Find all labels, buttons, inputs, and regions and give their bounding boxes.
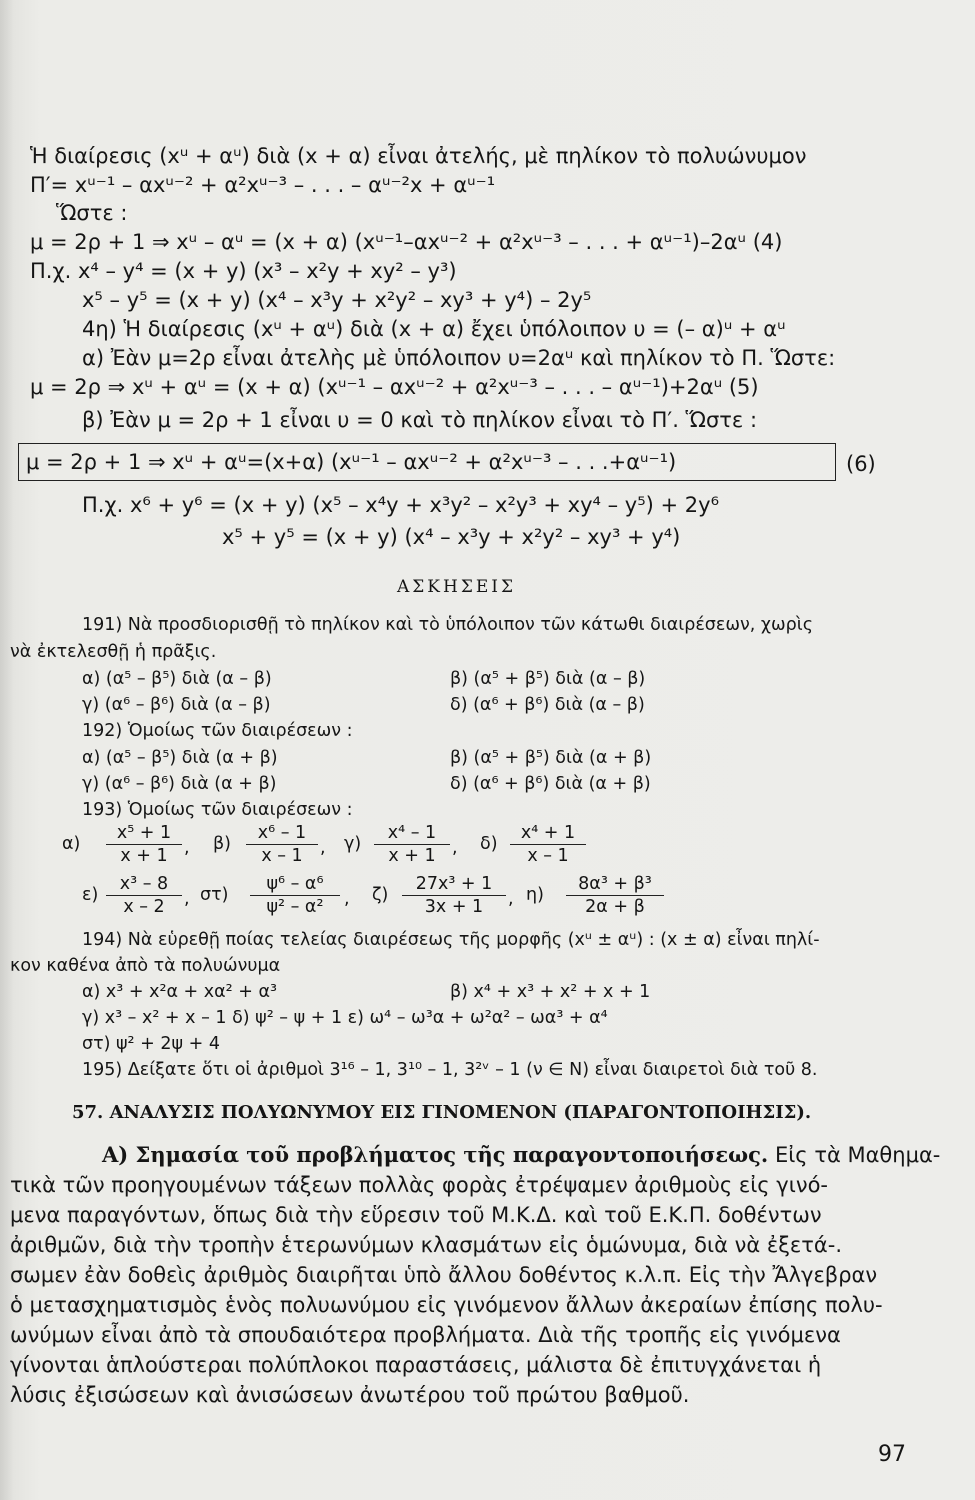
paragraph-line: σωμεν ἐὰν δοθεὶς ἀριθμὸς διαιρῆται ὑπὸ ἄλλου δοθέντος κ.λ.π. Εἰς τὴν Ἄλγεβραν	[10, 1263, 878, 1287]
fraction-label: στ)	[200, 885, 229, 905]
fraction	[246, 822, 318, 867]
exercise-item: δ) (α⁶ + β⁶) διὰ (α – β)	[450, 695, 645, 715]
text-line: Ὥστε :	[56, 201, 128, 225]
exercise-item: β) x⁴ + x³ + x² + x + 1	[450, 982, 651, 1002]
paragraph-line: γίνονται ἁπλούστεραι πολύπλοκοι παραστάσεις, μάλιστα δὲ ἐπιτυγχάνεται ἡ	[10, 1353, 822, 1377]
fraction-label: η)	[526, 885, 544, 905]
paragraph-line	[102, 1142, 940, 1168]
formula-line: x⁵ + y⁵ = (x + y) (x⁴ – x³y + x²y² – xy³ + y⁴)	[222, 525, 681, 549]
fraction	[106, 873, 182, 918]
formula-line: μ = 2ρ + 1 ⇒ xᵘ – αᵘ = (x + α) (xᵘ⁻¹–αxᵘ⁻² + α²xᵘ⁻³ – . . . + αᵘ⁻¹)–2αᵘ (4)	[30, 230, 783, 254]
fraction-numerator: x⁵ + 1	[106, 822, 182, 845]
fraction-separator: ,	[184, 838, 190, 858]
exercise-item: α) x³ + x²α + xα² + α³	[82, 982, 278, 1002]
exercise-text: 193) Ὁμοίως τῶν διαιρέσεων :	[82, 800, 353, 820]
text-line: Ἡ διαίρεσις (xᵘ + αᵘ) διὰ (x + α) εἶναι ἀτελής, μὲ πηλίκον τὸ πολυώνυμον	[30, 144, 807, 168]
fraction-separator: ,	[344, 889, 350, 909]
formula-line: Π.χ. x⁶ + y⁶ = (x + y) (x⁵ – x⁴y + x³y² – x²y³ + xy⁴ – y⁵) + 2y⁶	[82, 493, 720, 517]
exercise-text: 194) Νὰ εὑρεθῇ ποίας τελείας διαιρέσεως τῆς μορφῆς (xᵘ ± αᵘ) : (x ± α) εἶναι πηλί-	[82, 930, 820, 950]
formula-line: Π′= xᵘ⁻¹ – αxᵘ⁻² + α²xᵘ⁻³ – . . . – αᵘ⁻²x + αᵘ⁻¹	[30, 173, 496, 197]
fraction-numerator: ψ⁶ – α⁶	[250, 873, 340, 896]
section-title: 57. ΑΝΑΛΥΣΙΣ ΠΟΛΥΩΝΥΜΟΥ ΕΙΣ ΓΙΝΟΜΕΝΟΝ (ΠΑΡΑΓΟΝΤΟΠΟΙΗΣΙΣ).	[72, 1102, 812, 1123]
subsection-title: Α) Σημασία τοῦ προβλήματος τῆς παραγοντοποιήσεως.	[102, 1142, 769, 1167]
paragraph-line: ωνύμων εἶναι ἀπὸ τὰ σπουδαιότερα προβλήματα. Διὰ τῆς τροπῆς εἰς γινόμενα	[10, 1323, 841, 1347]
exercise-text: 191) Νὰ προσδιορισθῇ τὸ πηλίκον καὶ τὸ ὑπόλοιπον τῶν κάτωθι διαιρέσεων, χωρὶς	[82, 615, 813, 635]
fraction-separator: ,	[452, 838, 458, 858]
fraction-label: α)	[62, 834, 81, 854]
fraction-denominator: x + 1	[120, 846, 168, 866]
paragraph-line: ὁ μετασχηματισμὸς ἑνὸς πολυωνύμου εἰς γινόμενον ἄλλων ἀκεραίων ἐπίσης πολυ-	[10, 1293, 883, 1317]
exercises-heading: ΑΣΚΗΣΕΙΣ	[397, 577, 516, 597]
formula-line: x⁵ – y⁵ = (x + y) (x⁴ – x³y + x²y² – xy³ + y⁴) – 2y⁵	[82, 288, 592, 312]
fraction-separator: ,	[508, 889, 514, 909]
text-line: α) Ἐὰν μ=2ρ εἶναι ἀτελὴς μὲ ὑπόλοιπον υ=2αᵘ καὶ πηλίκον τὸ Π. Ὥστε:	[82, 346, 836, 370]
fraction-denominator: x + 1	[388, 846, 436, 866]
exercise-item: α) (α⁵ – β⁵) διὰ (α – β)	[82, 669, 272, 689]
fraction-label: β)	[213, 834, 231, 854]
fraction	[250, 873, 340, 918]
fraction-denominator: 2α + β	[585, 897, 645, 917]
exercise-item: γ) (α⁶ – β⁶) διὰ (α – β)	[82, 695, 271, 715]
exercise-item: β) (α⁵ + β⁵) διὰ (α – β)	[450, 669, 646, 689]
fraction	[106, 822, 182, 867]
paragraph-line: μενα παραγόντων, ὅπως διὰ τὴν εὕρεσιν τοῦ Μ.Κ.Δ. καὶ τοῦ Ε.Κ.Π. δοθέντων	[10, 1203, 822, 1227]
fraction-separator: ,	[320, 838, 326, 858]
exercise-item: β) (α⁵ + β⁵) διὰ (α + β)	[450, 748, 652, 768]
fraction-numerator: x⁶ – 1	[246, 822, 318, 845]
fraction-denominator: x – 2	[123, 897, 165, 917]
fraction-numerator: 27x³ + 1	[402, 873, 506, 896]
fraction-numerator: x³ – 8	[106, 873, 182, 896]
paragraph-line: ἀριθμῶν, διὰ τὴν τροπὴν ἑτερωνύμων κλασμάτων εἰς ὁμώνυμα, διὰ νὰ ἐξετά-.	[10, 1233, 843, 1257]
exercise-item: δ) (α⁶ + β⁶) διὰ (α + β)	[450, 774, 651, 794]
fraction-numerator: 8α³ + β³	[566, 873, 664, 896]
fraction-denominator: x – 1	[527, 846, 569, 866]
fraction-denominator: ψ² – α²	[266, 897, 324, 917]
fraction-numerator: x⁴ – 1	[374, 822, 450, 845]
fraction-label: δ)	[480, 834, 498, 854]
fraction-denominator: x – 1	[261, 846, 303, 866]
exercise-item: στ) ψ² + 2ψ + 4	[82, 1034, 220, 1054]
fraction-label: ζ)	[372, 885, 389, 905]
formula-number: (6)	[846, 452, 876, 476]
fraction-label: γ)	[344, 834, 362, 854]
exercise-text: κον καθένα ἀπὸ τὰ πολυώνυμα	[10, 956, 281, 976]
fraction	[566, 873, 664, 918]
fraction	[374, 822, 450, 867]
exercise-item: γ) (α⁶ – β⁶) διὰ (α + β)	[82, 774, 277, 794]
exercise-text: 192) Ὁμοίως τῶν διαιρέσεων :	[82, 721, 353, 741]
formula-line: Π.χ. x⁴ – y⁴ = (x + y) (x³ – x²y + xy² – y³)	[30, 259, 457, 283]
paragraph-line: λύσις ἐξισώσεων καὶ ἀνισώσεων ἀνωτέρου τοῦ πρώτου βαθμοῦ.	[10, 1383, 690, 1407]
formula-line: μ = 2ρ ⇒ xᵘ + αᵘ = (x + α) (xᵘ⁻¹ – αxᵘ⁻² + α²xᵘ⁻³ – . . . – αᵘ⁻¹)+2αᵘ (5)	[30, 375, 759, 399]
fraction-separator: ,	[184, 889, 190, 909]
fraction	[402, 873, 506, 918]
fraction-denominator: 3x + 1	[424, 897, 484, 917]
exercise-item: γ) x³ – x² + x – 1 δ) ψ² – ψ + 1 ε) ω⁴ – ω³α + ω²α² – ωα³ + α⁴	[82, 1008, 608, 1028]
page-number: 97	[878, 1442, 906, 1467]
exercise-item: α) (α⁵ – β⁵) διὰ (α + β)	[82, 748, 278, 768]
fraction	[510, 822, 586, 867]
fraction-label: ε)	[82, 885, 99, 905]
boxed-formula-text: μ = 2ρ + 1 ⇒ xᵘ + αᵘ=(x+α) (xᵘ⁻¹ – αxᵘ⁻² + α²xᵘ⁻³ – . . .+αᵘ⁻¹)	[26, 450, 677, 474]
paragraph-line: τικὰ τῶν προηγουμένων τάξεων πολλὰς φορὰς ἐτρέψαμεν ἀριθμοὺς εἰς γινό-	[10, 1173, 828, 1197]
exercise-text: 195) Δείξατε ὅτι οἱ ἀριθμοὶ 3¹⁶ – 1, 3¹⁰ – 1, 3²ᵛ – 1 (ν ∈ N) εἶναι διαιρετοὶ διὰ τοῦ 8.	[82, 1060, 818, 1080]
exercise-text: νὰ ἐκτελεσθῇ ἡ πρᾶξις.	[10, 642, 217, 662]
text-line: 4η) Ἡ διαίρεσις (xᵘ + αᵘ) διὰ (x + α) ἔχει ὑπόλοιπον υ = (– α)ᵘ + αᵘ	[82, 317, 786, 341]
fraction-numerator: x⁴ + 1	[510, 822, 586, 845]
paragraph-text: Εἰς τὰ Μαθημα-	[774, 1143, 941, 1167]
text-line: β) Ἐὰν μ = 2ρ + 1 εἶναι υ = 0 καὶ τὸ πηλίκον εἶναι τὸ Π′. Ὥστε :	[82, 408, 758, 432]
